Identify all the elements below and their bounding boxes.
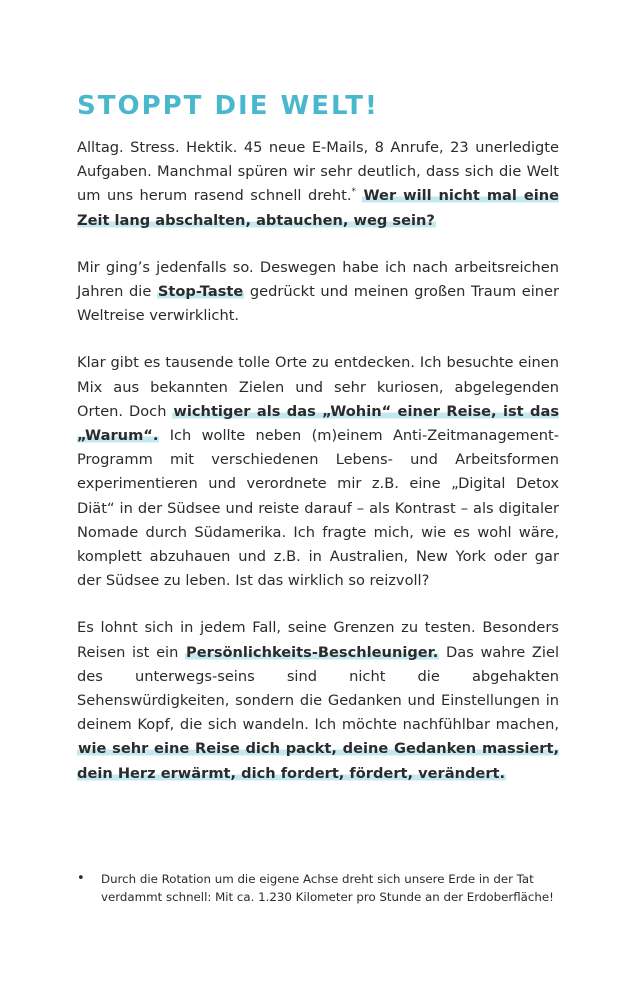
paragraph-3-text-end: Ich wollte neben (m)einem Anti-Zeitmanagement-Programm mit verschiedenen Lebens- und Arbeitsformen experimentieren und verordnete mir z.B. eine „Digital Detox Diät“ in der Südsee und reiste darauf – als Kontrast – als digitaler Nomade durch Südamerika. Ich fragte mich, wie es wohl wäre, komplett abzuhauen und z.B. in Australien, New York oder gar der Südsee zu leben. Ist das wirklich so reizvoll?	[77, 427, 559, 590]
chapter-title: STOPPT DIE WELT!	[77, 91, 379, 121]
paragraph-1-text: Alltag. Stress. Hektik. 45 neue E-Mails, 8 Anrufe, 23 unerledigte Aufgaben. Manchmal spüren wir sehr deutlich, dass sich die Welt um uns herum rasend schnell dreht.	[77, 139, 559, 205]
paragraph-1-highlight: Wer will nicht mal eine Zeit lang abschalten, abtauchen, weg sein?	[77, 187, 560, 229]
paragraph-3	[77, 351, 559, 593]
paragraph-3-highlight: wichtiger als das „Wohin“ einer Reise, ist das „Warum“.	[77, 402, 560, 445]
footnote-text: Durch die Rotation um die eigene Achse dreht sich unsere Erde in der Tat verdammt schnell: Mit ca. 1.230 Kilometer pro Stunde an der Erdoberfläche!	[101, 872, 554, 904]
paragraph-2-highlight: Stop-Taste	[157, 283, 244, 301]
paragraph-3-text-start: Klar gibt es tausende tolle Orte zu entdecken. Ich besuchte einen Mix aus bekannten Zielen und sehr kuriosen, abgelegenden Orten. Doch	[77, 354, 559, 420]
paragraph-4-highlight-1: Persönlichkeits-Beschleuniger.	[186, 643, 439, 661]
paragraph-4-text-middle: Das wahre Ziel des unterwegs-seins sind nicht die abgehakten Sehenswürdigkeiten, sondern die Gedanken und Einstellungen in deinem Kopf, die sich wandeln. Ich möchte nachfühlbar machen,	[77, 643, 560, 734]
paragraph-4-text-start: Es lohnt sich in jedem Fall, seine Grenzen zu testen. Besonders Reisen ist ein	[77, 619, 559, 661]
page-content	[77, 90, 559, 809]
paragraph-4-highlight-2: wie sehr eine Reise dich packt, deine Gedanken massiert, dein Herz erwärmt, dich fordert, fördert, verändert.	[77, 740, 559, 782]
paragraph-2	[77, 256, 559, 329]
paragraph-4	[77, 616, 559, 785]
footnote-bullet: •	[77, 871, 85, 886]
paragraph-2-text-end: gedrückt und meinen großen Traum einer Weltreise verwirklicht.	[77, 283, 560, 325]
footnote	[77, 870, 559, 906]
paragraph-1	[77, 136, 559, 233]
paragraph-2-text-start: Mir ging’s jedenfalls so. Deswegen habe ich nach arbeitsreichen Jahren die	[77, 258, 559, 301]
footnote-marker: *	[351, 187, 356, 198]
